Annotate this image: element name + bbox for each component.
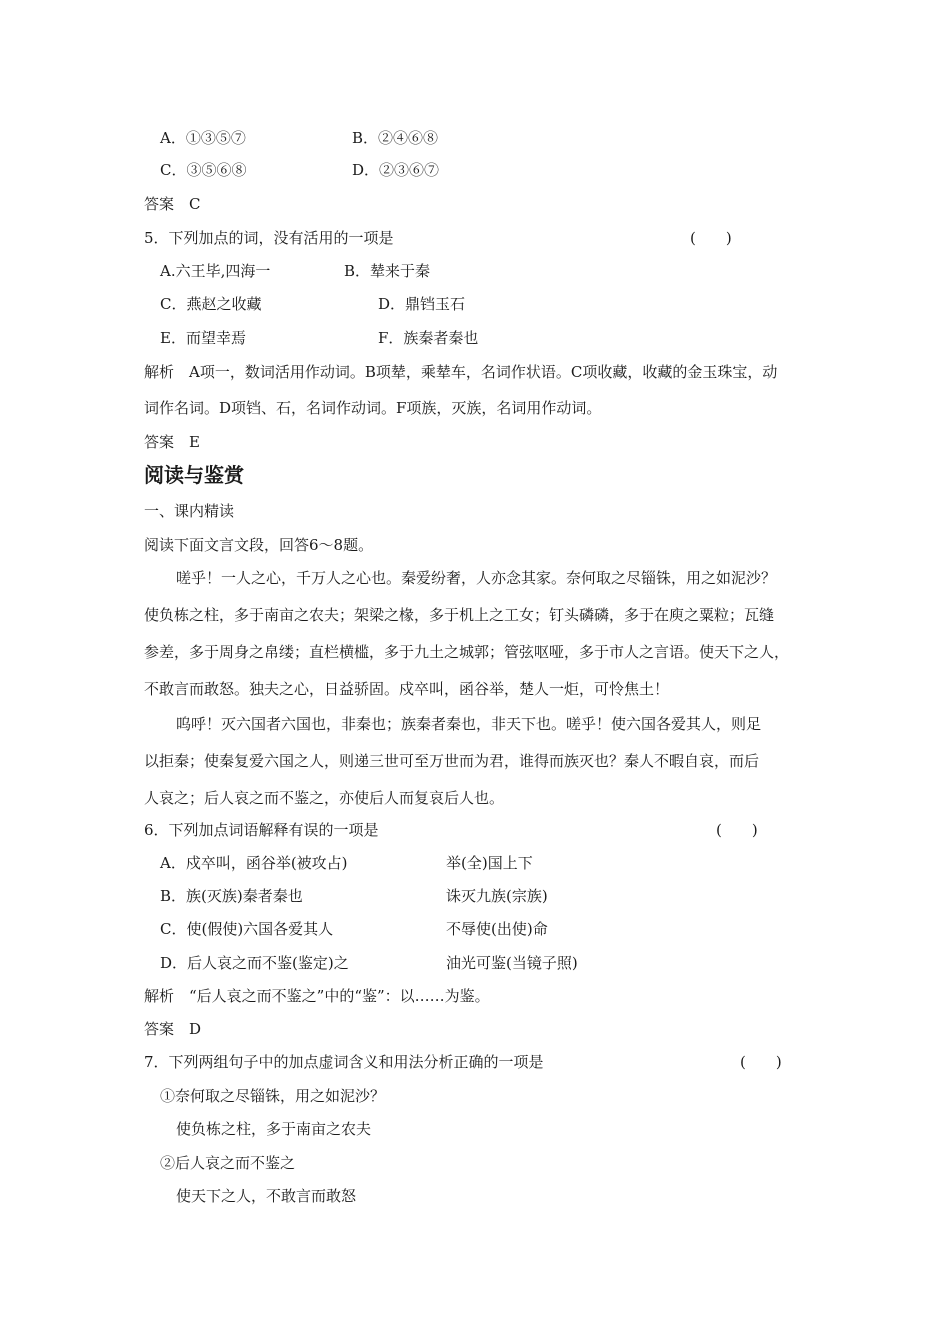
- answer-blank: ( ): [716, 821, 758, 839]
- option-a: A.六王毕,四海一: [160, 262, 271, 280]
- option-c: C．③⑤⑥⑧: [160, 161, 247, 179]
- option-d-left: D．后人哀之而不鉴(鉴定)之: [160, 954, 349, 972]
- option-d: D．鼎铛玉石: [378, 295, 466, 313]
- answer-blank: ( ): [740, 1053, 782, 1071]
- passage-line: 呜呼！灭六国者六国也，非秦也；族秦者秦也，非天下也。嗟乎！使六国各爱其人，则足: [176, 715, 762, 733]
- option-a-left: A．戍卒叫，函谷举(被攻占): [160, 854, 348, 872]
- sentence-group-2-b: 使天下之人，不敢言而敢怒: [176, 1187, 357, 1205]
- sentence-group-1-a: ①奈何取之尽锱铢，用之如泥沙？: [160, 1087, 386, 1105]
- passage-line: 嗟乎！一人之心，千万人之心也。秦爱纷奢，人亦念其家。奈何取之尽锱铢，用之如泥沙？: [176, 569, 777, 587]
- analysis-line: 词作名词。D项铛、石，名词作动词。F项族，灭族，名词用作动词。: [144, 399, 602, 417]
- option-a: A．①③⑤⑦: [160, 129, 246, 147]
- passage-line: 人哀之；后人哀之而不鉴之，亦使后人而复哀后人也。: [144, 789, 505, 807]
- passage-line: 使负栋之柱，多于南亩之农夫；架梁之椽，多于机上之工女；钉头磷磷，多于在庾之粟粒；瓦缝: [144, 606, 775, 624]
- instruction: 阅读下面文言文段，回答6～8题。: [144, 536, 374, 554]
- answer-blank: ( ): [690, 229, 732, 247]
- option-c-left: C．使(假使)六国各爱其人: [160, 920, 334, 938]
- option-f: F．族秦者秦也: [378, 329, 479, 347]
- option-c-right: 不辱使(出使)命: [446, 920, 548, 938]
- subsection-title: 一、课内精读: [144, 502, 235, 520]
- answer: 答案 E: [144, 433, 200, 451]
- option-b-right: 诛灭九族(宗族): [446, 887, 548, 905]
- question-stem: 5．下列加点的词，没有活用的一项是: [144, 229, 394, 247]
- analysis-line: 解析 “后人哀之而不鉴之”中的“鉴”：以……为鉴。: [144, 987, 490, 1005]
- sentence-group-2-a: ②后人哀之而不鉴之: [160, 1154, 296, 1172]
- passage-line: 参差，多于周身之帛缕；直栏横槛，多于九土之城郭；管弦呕哑，多于市人之言语。使天下之人，: [144, 643, 790, 661]
- option-b: B．辇来于秦: [344, 262, 431, 280]
- option-c: C．燕赵之收藏: [160, 295, 262, 313]
- passage-line: 以拒秦；使秦复爱六国之人，则递三世可至万世而为君，谁得而族灭也？秦人不暇自哀，而后: [144, 752, 760, 770]
- answer: 答案 D: [144, 1020, 202, 1038]
- section-heading: 阅读与鉴赏: [144, 463, 244, 487]
- answer: 答案 C: [144, 195, 201, 213]
- passage-line: 不敢言而敢怒。独夫之心，日益骄固。戍卒叫，函谷举，楚人一炬，可怜焦土！: [144, 680, 670, 698]
- option-a-right: 举(全)国上下: [446, 854, 533, 872]
- option-d-right: 油光可鉴(当镜子照): [446, 954, 578, 972]
- question-stem: 6．下列加点词语解释有误的一项是: [144, 821, 379, 839]
- sentence-group-1-b: 使负栋之柱，多于南亩之农夫: [176, 1120, 372, 1138]
- option-b: B．②④⑥⑧: [352, 129, 439, 147]
- option-e: E．而望幸焉: [160, 329, 246, 347]
- option-d: D．②③⑥⑦: [352, 161, 440, 179]
- option-b-left: B．族(灭族)秦者秦也: [160, 887, 303, 905]
- analysis-line: 解析 A项一，数词活用作动词。B项辇，乘辇车，名词作状语。C项收藏，收藏的金玉珠宝，动: [144, 363, 778, 381]
- question-stem: 7．下列两组句子中的加点虚词含义和用法分析正确的一项是: [144, 1053, 544, 1071]
